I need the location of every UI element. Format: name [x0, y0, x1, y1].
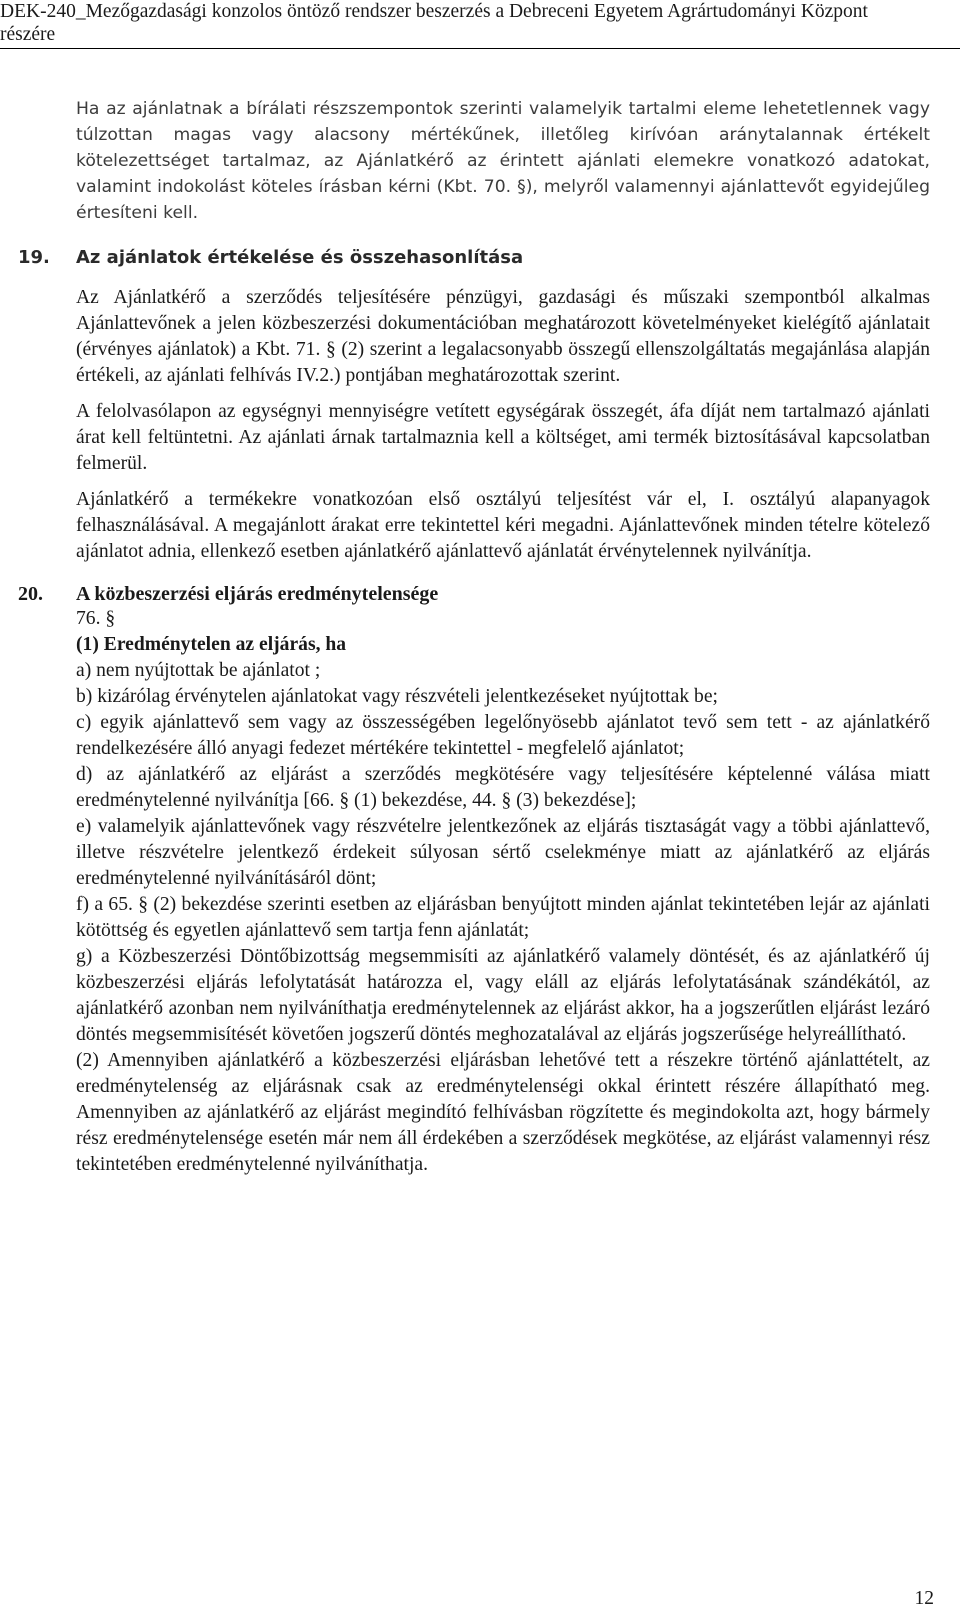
page-header [0, 0, 960, 49]
section-19-paragraph: Az Ajánlatkérő a szerződés teljesítésére pénzügyi, gazdasági és műszaki szempontból alkalmas Ajánlattevőnek a jelen közbeszerzési dokumentációban meghatározott követelményeket kielégítő ajánlatait (érvényes ajánlatok) a Kbt. 71. § (2) szerint a legalacsonyabb összegű ellenszolgáltatás megajánlása alapján értékeli, az ajánlati felhívás IV.2.) pontjában meghatározottak szerint. [76, 287, 930, 386]
section-19-number: 19. [18, 247, 50, 268]
section-20-title: A közbeszerzési eljárás eredménytelensége [76, 583, 439, 605]
list-item: g) a Közbeszerzési Döntőbizottság megsemmisíti az ajánlatkérő valamely döntését, és az ajánlatkérő új közbeszerzési eljárás lefolytatását határozza el, vagy eláll az eljárás lefolytatásának szándékától, az ajánlatkérő azonban nem nyilváníthatja eredménytelennek az eljárást akkor, ha a jogszerűtlen eljárást lezáró döntés megsemmisítését követően jogszerű döntés meghozatalával az eljárás jogszerűsége helyreállítható. [76, 946, 930, 1045]
list-item: b) kizárólag érvénytelen ajánlatokat vagy részvételi jelentkezéseket nyújtottak be; [76, 686, 718, 707]
page-number: 12 [914, 1588, 934, 1609]
section-20-number: 20. [18, 583, 43, 605]
list-item: a) nem nyújtottak be ajánlatot ; [76, 660, 321, 681]
list-item: f) a 65. § (2) bekezdése szerinti esetben az eljárásban benyújtott minden ajánlat tekintetében lejár az ajánlati kötöttség és egyetlen ajánlattevő sem tartja fenn ajánlatát; [76, 894, 930, 941]
section-19-title: Az ajánlatok értékelése és összehasonlítása [76, 247, 524, 268]
list-item: e) valamelyik ajánlattevőnek vagy részvételre jelentkezőnek az eljárás tisztaságát vagy a többi ajánlattevő, illetve részvételre jelentkező érdekeit súlyosan sértő cselekménye miatt az ajánlatkérő az eljárás eredménytelenné nyilvánításáról dönt; [76, 816, 930, 889]
section-19-paragraph: A felolvasólapon az egységnyi mennyiségre vetített egységárak összegét, áfa díját nem tartalmazó ajánlati árat kell feltüntetni. Az ajánlati árnak tartalmaznia kell a költséget, ami termék biztosításával kapcsolatban felmerül. [76, 401, 930, 474]
section-19-heading [18, 247, 930, 268]
header-title-line1: DEK-240_Mezőgazdasági konzolos öntöző rendszer beszerzés a Debreceni Egyetem Agrártudományi Központ [0, 1, 868, 22]
article-reference: 76. § [76, 608, 116, 629]
header-title-line2: részére [0, 24, 56, 45]
document-body [18, 96, 930, 1178]
list-item: c) egyik ajánlattevő sem vagy az összességében legelőnyösebb ajánlatot tevő sem tett - az ajánlatkérő rendelkezésére álló anyagi fedezet mértékére tekintettel - megfelelő ajánlatot; [76, 712, 930, 759]
section-20-subtitle: (1) Eredménytelen az eljárás, ha [76, 634, 347, 655]
section-19-paragraph: Ajánlatkérő a termékekre vonatkozóan első osztályú teljesítést vár el, I. osztályú alapanyagok felhasználásával. A megajánlott árakat erre tekintettel kéri megadni. Ajánlattevőnek minden tételre kötelező ajánlatot adnia, ellenkező esetben ajánlatkérő ajánlattevő ajánlatát érvénytelennek nyilvánítja. [76, 489, 930, 562]
list-item: (2) Amennyiben ajánlatkérő a közbeszerzési eljárásban lehetővé tett a részekre történő ajánlattételt, az eredménytelenség az eljárásnak csak az eredménytelenségi okkal érintett részére állapítható meg. Amennyiben az ajánlatkérő az eljárást megindító felhívásban rögzítette és megindokolta azt, hogy bármely rész eredménytelensége esetén már nem áll érdekében a szerződések megkötése, az eljárást valamennyi rész tekintetében eredménytelenné nyilváníthatja. [76, 1050, 930, 1175]
section-20-heading [18, 583, 930, 606]
list-item: d) az ajánlatkérő az eljárást a szerződés megkötésére vagy teljesítésére képtelenné válása miatt eredménytelenné nyilvánítja [66. § (1) bekezdése, 44. § (3) bekezdése]; [76, 764, 930, 811]
paragraph-intro: Ha az ajánlatnak a bírálati részszempontok szerinti valamelyik tartalmi eleme lehetetlennek vagy túlzottan magas vagy alacsony mértékűnek, illetőleg kirívóan aránytalannak értékelt kötelezettséget tartalmaz, az Ajánlatkérő az érintett ajánlati elemekre vonatkozó adatokat, valamint indokolást köteles írásban kérni (Kbt. 70. §), melyről valamennyi ajánlattevőt egyidejűleg értesíteni kell. [76, 99, 930, 223]
